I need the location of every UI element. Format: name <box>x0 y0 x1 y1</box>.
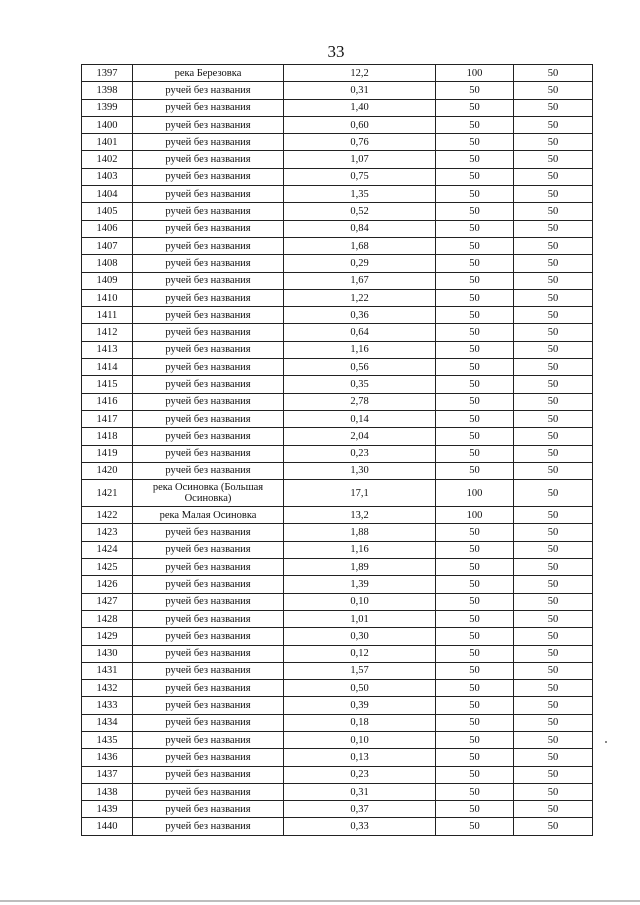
water-body-name-cell: ручей без названия <box>133 576 284 593</box>
length-cell: 1,39 <box>284 576 436 593</box>
length-cell: 0,13 <box>284 749 436 766</box>
zone-a-cell: 50 <box>436 168 514 185</box>
table-row <box>82 645 593 662</box>
zone-b-cell: 50 <box>514 714 593 731</box>
zone-b-cell: 50 <box>514 82 593 99</box>
table-row <box>82 151 593 168</box>
row-number-cell: 1413 <box>82 341 133 358</box>
zone-b-cell: 50 <box>514 237 593 254</box>
water-body-name-cell: ручей без названия <box>133 610 284 627</box>
zone-a-cell: 50 <box>436 151 514 168</box>
length-cell: 0,64 <box>284 324 436 341</box>
length-cell: 0,29 <box>284 255 436 272</box>
water-body-name-cell: ручей без названия <box>133 783 284 800</box>
zone-a-cell: 50 <box>436 628 514 645</box>
table-row <box>82 541 593 558</box>
row-number-cell: 1400 <box>82 116 133 133</box>
water-body-name-cell: ручей без названия <box>133 462 284 479</box>
table-row <box>82 818 593 835</box>
table-row <box>82 99 593 116</box>
water-body-name-cell: ручей без названия <box>133 801 284 818</box>
table-row <box>82 801 593 818</box>
length-cell: 0,14 <box>284 410 436 427</box>
zone-a-cell: 50 <box>436 731 514 748</box>
row-number-cell: 1409 <box>82 272 133 289</box>
water-body-name-cell: ручей без названия <box>133 220 284 237</box>
water-body-name-cell: ручей без названия <box>133 524 284 541</box>
row-number-cell: 1426 <box>82 576 133 593</box>
water-body-name-cell: ручей без названия <box>133 410 284 427</box>
table-row <box>82 697 593 714</box>
length-cell: 1,30 <box>284 462 436 479</box>
zone-b-cell: 50 <box>514 645 593 662</box>
table-row <box>82 289 593 306</box>
zone-b-cell: 50 <box>514 341 593 358</box>
zone-b-cell: 50 <box>514 445 593 462</box>
zone-b-cell: 50 <box>514 628 593 645</box>
row-number-cell: 1411 <box>82 307 133 324</box>
zone-b-cell: 50 <box>514 359 593 376</box>
zone-b-cell: 50 <box>514 393 593 410</box>
water-body-name-cell: ручей без названия <box>133 428 284 445</box>
table-row <box>82 393 593 410</box>
row-number-cell: 1432 <box>82 680 133 697</box>
zone-b-cell: 50 <box>514 576 593 593</box>
length-cell: 0,12 <box>284 645 436 662</box>
table-row <box>82 116 593 133</box>
row-number-cell: 1404 <box>82 186 133 203</box>
length-cell: 2,78 <box>284 393 436 410</box>
zone-a-cell: 50 <box>436 645 514 662</box>
zone-a-cell: 50 <box>436 801 514 818</box>
water-body-name-cell: река Осиновка (Большая Осиновка) <box>133 480 284 507</box>
water-body-name-cell: ручей без названия <box>133 645 284 662</box>
length-cell: 0,39 <box>284 697 436 714</box>
zone-b-cell: 50 <box>514 116 593 133</box>
row-number-cell: 1434 <box>82 714 133 731</box>
water-body-name-cell: ручей без названия <box>133 559 284 576</box>
length-cell: 0,52 <box>284 203 436 220</box>
zone-a-cell: 50 <box>436 593 514 610</box>
water-body-name-cell: ручей без названия <box>133 237 284 254</box>
zone-b-cell: 50 <box>514 559 593 576</box>
table-row <box>82 255 593 272</box>
water-body-name-cell: ручей без названия <box>133 731 284 748</box>
zone-b-cell: 50 <box>514 324 593 341</box>
zone-b-cell: 50 <box>514 428 593 445</box>
length-cell: 0,35 <box>284 376 436 393</box>
row-number-cell: 1429 <box>82 628 133 645</box>
water-body-name-cell: ручей без названия <box>133 151 284 168</box>
zone-a-cell: 50 <box>436 376 514 393</box>
water-body-name-cell: ручей без названия <box>133 376 284 393</box>
water-body-name-cell: ручей без названия <box>133 255 284 272</box>
row-number-cell: 1436 <box>82 749 133 766</box>
zone-a-cell: 100 <box>436 65 514 82</box>
zone-b-cell: 50 <box>514 507 593 524</box>
row-number-cell: 1405 <box>82 203 133 220</box>
page-number: 33 <box>327 42 345 61</box>
zone-b-cell: 50 <box>514 610 593 627</box>
length-cell: 1,89 <box>284 559 436 576</box>
row-number-cell: 1431 <box>82 662 133 679</box>
water-body-name-cell: ручей без названия <box>133 272 284 289</box>
length-cell: 1,22 <box>284 289 436 306</box>
water-body-name-cell: река Березовка <box>133 65 284 82</box>
zone-b-cell: 50 <box>514 186 593 203</box>
water-body-name-cell: ручей без названия <box>133 393 284 410</box>
zone-b-cell: 50 <box>514 480 593 507</box>
zone-a-cell: 50 <box>436 576 514 593</box>
table-row <box>82 376 593 393</box>
length-cell: 0,37 <box>284 801 436 818</box>
length-cell: 2,04 <box>284 428 436 445</box>
zone-a-cell: 50 <box>436 237 514 254</box>
zone-b-cell: 50 <box>514 307 593 324</box>
length-cell: 0,23 <box>284 766 436 783</box>
table-row <box>82 749 593 766</box>
table-row <box>82 783 593 800</box>
zone-a-cell: 100 <box>436 507 514 524</box>
length-cell: 12,2 <box>284 65 436 82</box>
water-bodies-table <box>81 64 593 836</box>
zone-b-cell: 50 <box>514 766 593 783</box>
zone-b-cell: 50 <box>514 151 593 168</box>
row-number-cell: 1427 <box>82 593 133 610</box>
length-cell: 1,35 <box>284 186 436 203</box>
zone-a-cell: 50 <box>436 445 514 462</box>
zone-a-cell: 50 <box>436 99 514 116</box>
table-row <box>82 576 593 593</box>
length-cell: 1,67 <box>284 272 436 289</box>
water-body-name-cell: ручей без названия <box>133 818 284 835</box>
row-number-cell: 1419 <box>82 445 133 462</box>
water-body-name-cell: ручей без названия <box>133 82 284 99</box>
length-cell: 1,68 <box>284 237 436 254</box>
table-row <box>82 714 593 731</box>
zone-a-cell: 50 <box>436 307 514 324</box>
zone-a-cell: 50 <box>436 255 514 272</box>
water-body-name-cell: ручей без названия <box>133 134 284 151</box>
length-cell: 0,10 <box>284 731 436 748</box>
row-number-cell: 1440 <box>82 818 133 835</box>
zone-a-cell: 50 <box>436 749 514 766</box>
zone-b-cell: 50 <box>514 662 593 679</box>
zone-b-cell: 50 <box>514 749 593 766</box>
zone-b-cell: 50 <box>514 462 593 479</box>
length-cell: 0,60 <box>284 116 436 133</box>
zone-b-cell: 50 <box>514 65 593 82</box>
zone-b-cell: 50 <box>514 801 593 818</box>
row-number-cell: 1408 <box>82 255 133 272</box>
zone-a-cell: 50 <box>436 220 514 237</box>
table-row <box>82 237 593 254</box>
water-body-name-cell: ручей без названия <box>133 289 284 306</box>
zone-b-cell: 50 <box>514 524 593 541</box>
length-cell: 17,1 <box>284 480 436 507</box>
zone-b-cell: 50 <box>514 783 593 800</box>
length-cell: 0,75 <box>284 168 436 185</box>
water-body-name-cell: ручей без названия <box>133 99 284 116</box>
table-row <box>82 428 593 445</box>
table-row <box>82 507 593 524</box>
table-row <box>82 82 593 99</box>
zone-a-cell: 50 <box>436 324 514 341</box>
table-row <box>82 593 593 610</box>
table-row <box>82 307 593 324</box>
row-number-cell: 1428 <box>82 610 133 627</box>
water-body-name-cell: ручей без названия <box>133 186 284 203</box>
row-number-cell: 1412 <box>82 324 133 341</box>
length-cell: 0,23 <box>284 445 436 462</box>
zone-b-cell: 50 <box>514 818 593 835</box>
table-row <box>82 480 593 507</box>
zone-b-cell: 50 <box>514 697 593 714</box>
water-body-name-cell: ручей без названия <box>133 307 284 324</box>
zone-a-cell: 50 <box>436 524 514 541</box>
zone-a-cell: 50 <box>436 610 514 627</box>
row-number-cell: 1435 <box>82 731 133 748</box>
water-body-name-cell: ручей без названия <box>133 116 284 133</box>
water-body-name-cell: ручей без названия <box>133 593 284 610</box>
water-body-name-cell: ручей без названия <box>133 168 284 185</box>
length-cell: 0,84 <box>284 220 436 237</box>
zone-b-cell: 50 <box>514 255 593 272</box>
water-body-name-cell: ручей без названия <box>133 628 284 645</box>
zone-b-cell: 50 <box>514 289 593 306</box>
row-number-cell: 1406 <box>82 220 133 237</box>
length-cell: 13,2 <box>284 507 436 524</box>
length-cell: 1,07 <box>284 151 436 168</box>
row-number-cell: 1424 <box>82 541 133 558</box>
water-body-name-cell: ручей без названия <box>133 324 284 341</box>
table-row <box>82 524 593 541</box>
table-body <box>82 65 593 836</box>
table-row <box>82 662 593 679</box>
table-row <box>82 134 593 151</box>
zone-a-cell: 50 <box>436 462 514 479</box>
table-row <box>82 359 593 376</box>
table-row <box>82 462 593 479</box>
zone-b-cell: 50 <box>514 99 593 116</box>
water-body-name-cell: ручей без названия <box>133 697 284 714</box>
scan-edge-line <box>0 900 640 902</box>
zone-a-cell: 50 <box>436 714 514 731</box>
row-number-cell: 1410 <box>82 289 133 306</box>
length-cell: 0,18 <box>284 714 436 731</box>
zone-a-cell: 100 <box>436 480 514 507</box>
water-body-name-cell: ручей без названия <box>133 749 284 766</box>
zone-a-cell: 50 <box>436 186 514 203</box>
row-number-cell: 1423 <box>82 524 133 541</box>
water-body-name-cell: ручей без названия <box>133 445 284 462</box>
water-body-name-cell: ручей без названия <box>133 341 284 358</box>
length-cell: 1,01 <box>284 610 436 627</box>
zone-a-cell: 50 <box>436 359 514 376</box>
zone-a-cell: 50 <box>436 783 514 800</box>
length-cell: 0,31 <box>284 82 436 99</box>
zone-b-cell: 50 <box>514 376 593 393</box>
row-number-cell: 1417 <box>82 410 133 427</box>
table-row <box>82 272 593 289</box>
table-row <box>82 559 593 576</box>
table-row <box>82 186 593 203</box>
length-cell: 0,50 <box>284 680 436 697</box>
length-cell: 0,33 <box>284 818 436 835</box>
row-number-cell: 1403 <box>82 168 133 185</box>
zone-b-cell: 50 <box>514 272 593 289</box>
zone-a-cell: 50 <box>436 818 514 835</box>
table-row <box>82 341 593 358</box>
zone-a-cell: 50 <box>436 662 514 679</box>
zone-a-cell: 50 <box>436 559 514 576</box>
table-row <box>82 610 593 627</box>
row-number-cell: 1437 <box>82 766 133 783</box>
zone-a-cell: 50 <box>436 341 514 358</box>
table-row <box>82 766 593 783</box>
zone-a-cell: 50 <box>436 393 514 410</box>
table-row <box>82 445 593 462</box>
zone-a-cell: 50 <box>436 697 514 714</box>
water-body-name-cell: ручей без названия <box>133 680 284 697</box>
table-row <box>82 220 593 237</box>
length-cell: 0,30 <box>284 628 436 645</box>
table-row <box>82 324 593 341</box>
table-row <box>82 168 593 185</box>
row-number-cell: 1439 <box>82 801 133 818</box>
water-body-name-cell: ручей без названия <box>133 662 284 679</box>
zone-a-cell: 50 <box>436 766 514 783</box>
water-body-name-cell: ручей без названия <box>133 203 284 220</box>
row-number-cell: 1418 <box>82 428 133 445</box>
length-cell: 0,56 <box>284 359 436 376</box>
length-cell: 1,57 <box>284 662 436 679</box>
water-body-name-cell: ручей без названия <box>133 714 284 731</box>
zone-b-cell: 50 <box>514 203 593 220</box>
zone-b-cell: 50 <box>514 134 593 151</box>
row-number-cell: 1421 <box>82 480 133 507</box>
zone-a-cell: 50 <box>436 428 514 445</box>
row-number-cell: 1402 <box>82 151 133 168</box>
row-number-cell: 1422 <box>82 507 133 524</box>
zone-b-cell: 50 <box>514 680 593 697</box>
row-number-cell: 1414 <box>82 359 133 376</box>
row-number-cell: 1438 <box>82 783 133 800</box>
length-cell: 1,40 <box>284 99 436 116</box>
row-number-cell: 1407 <box>82 237 133 254</box>
length-cell: 0,10 <box>284 593 436 610</box>
length-cell: 1,88 <box>284 524 436 541</box>
zone-b-cell: 50 <box>514 220 593 237</box>
zone-a-cell: 50 <box>436 272 514 289</box>
table-row <box>82 731 593 748</box>
zone-b-cell: 50 <box>514 410 593 427</box>
table-row <box>82 628 593 645</box>
water-body-name-cell: ручей без названия <box>133 541 284 558</box>
zone-a-cell: 50 <box>436 203 514 220</box>
row-number-cell: 1415 <box>82 376 133 393</box>
zone-a-cell: 50 <box>436 680 514 697</box>
length-cell: 0,31 <box>284 783 436 800</box>
table-row <box>82 203 593 220</box>
zone-a-cell: 50 <box>436 134 514 151</box>
length-cell: 0,36 <box>284 307 436 324</box>
table-row <box>82 65 593 82</box>
scan-speck <box>605 741 607 743</box>
table-row <box>82 680 593 697</box>
row-number-cell: 1430 <box>82 645 133 662</box>
row-number-cell: 1425 <box>82 559 133 576</box>
zone-b-cell: 50 <box>514 731 593 748</box>
zone-b-cell: 50 <box>514 541 593 558</box>
row-number-cell: 1433 <box>82 697 133 714</box>
row-number-cell: 1398 <box>82 82 133 99</box>
zone-a-cell: 50 <box>436 116 514 133</box>
table-row <box>82 410 593 427</box>
zone-a-cell: 50 <box>436 410 514 427</box>
zone-a-cell: 50 <box>436 541 514 558</box>
zone-b-cell: 50 <box>514 168 593 185</box>
zone-b-cell: 50 <box>514 593 593 610</box>
row-number-cell: 1416 <box>82 393 133 410</box>
length-cell: 1,16 <box>284 341 436 358</box>
water-body-name-cell: река Малая Осиновка <box>133 507 284 524</box>
zone-a-cell: 50 <box>436 82 514 99</box>
water-body-name-cell: ручей без названия <box>133 359 284 376</box>
length-cell: 1,16 <box>284 541 436 558</box>
row-number-cell: 1401 <box>82 134 133 151</box>
length-cell: 0,76 <box>284 134 436 151</box>
row-number-cell: 1399 <box>82 99 133 116</box>
water-body-name-cell: ручей без названия <box>133 766 284 783</box>
row-number-cell: 1397 <box>82 65 133 82</box>
zone-a-cell: 50 <box>436 289 514 306</box>
row-number-cell: 1420 <box>82 462 133 479</box>
